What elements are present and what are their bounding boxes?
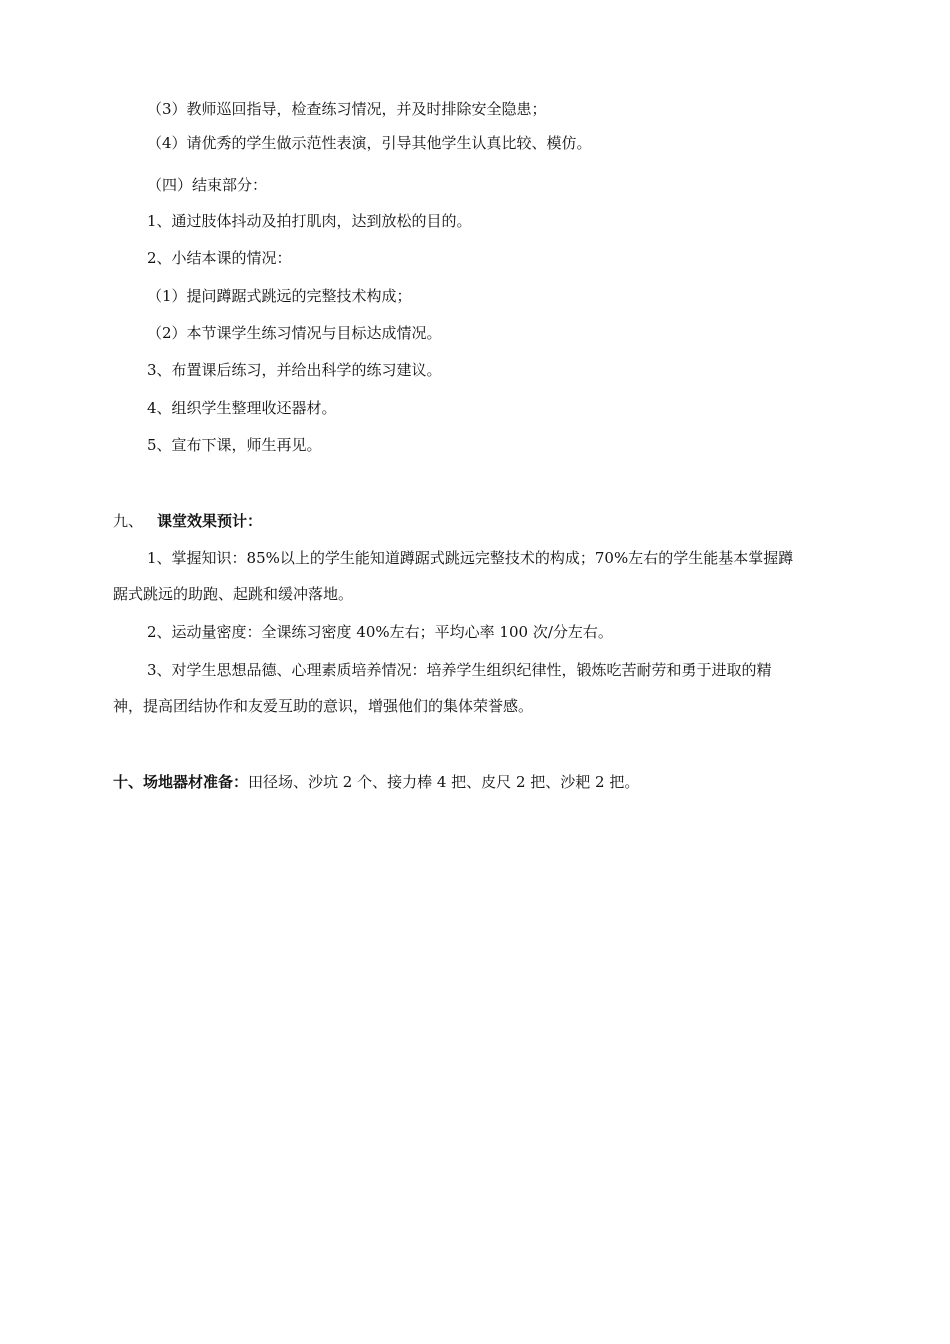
section-9-title: 课堂效果预计： (157, 512, 263, 530)
effect-item-2: 2、运动量密度：全课练习密度 40%左右；平均心率 100 次/分左右。 (147, 623, 613, 641)
ending-item-5: 5、宣布下课，师生再见。 (147, 436, 322, 454)
ending-item-4: 4、组织学生整理收还器材。 (147, 399, 337, 417)
ending-part-heading: （四）结束部分： (147, 176, 268, 194)
section-9-number: 九、 (113, 512, 144, 530)
effect-item-3-line-1: 3、对学生思想品德、心理素质培养情况：培养学生组织纪律性，锻炼吃苦耐劳和勇于进取的精 (147, 661, 772, 679)
effect-item-1-line-1: 1、掌握知识：85%以上的学生能知道蹲踞式跳远完整技术的构成；70%左右的学生能基本掌握蹲 (147, 549, 794, 567)
effect-item-3-line-2: 神，提高团结协作和友爱互助的意识，增强他们的集体荣誉感。 (113, 697, 534, 715)
section-10-title: 十、场地器材准备： (113, 773, 249, 791)
ending-item-2-2: （2）本节课学生练习情况与目标达成情况。 (147, 324, 442, 342)
section-10-text: 田径场、沙坑 2 个、接力棒 4 把、皮尺 2 把、沙耙 2 把。 (248, 773, 640, 791)
ending-item-2: 2、小结本课的情况： (147, 249, 292, 267)
ending-item-3: 3、布置课后练习，并给出科学的练习建议。 (147, 361, 442, 379)
effect-item-1-line-2: 踞式跳远的助跑、起跳和缓冲落地。 (113, 585, 354, 603)
section-10-line (113, 772, 639, 792)
step-3-text: （3）教师巡回指导，检查练习情况，并及时排除安全隐患； (147, 100, 547, 118)
step-4-text: （4）请优秀的学生做示范性表演，引导其他学生认真比较、模仿。 (147, 134, 592, 152)
ending-item-1: 1、通过肢体抖动及拍打肌肉，达到放松的目的。 (147, 212, 472, 230)
ending-item-2-1: （1）提问蹲踞式跳远的完整技术构成； (147, 287, 412, 305)
section-9-heading (113, 511, 262, 531)
